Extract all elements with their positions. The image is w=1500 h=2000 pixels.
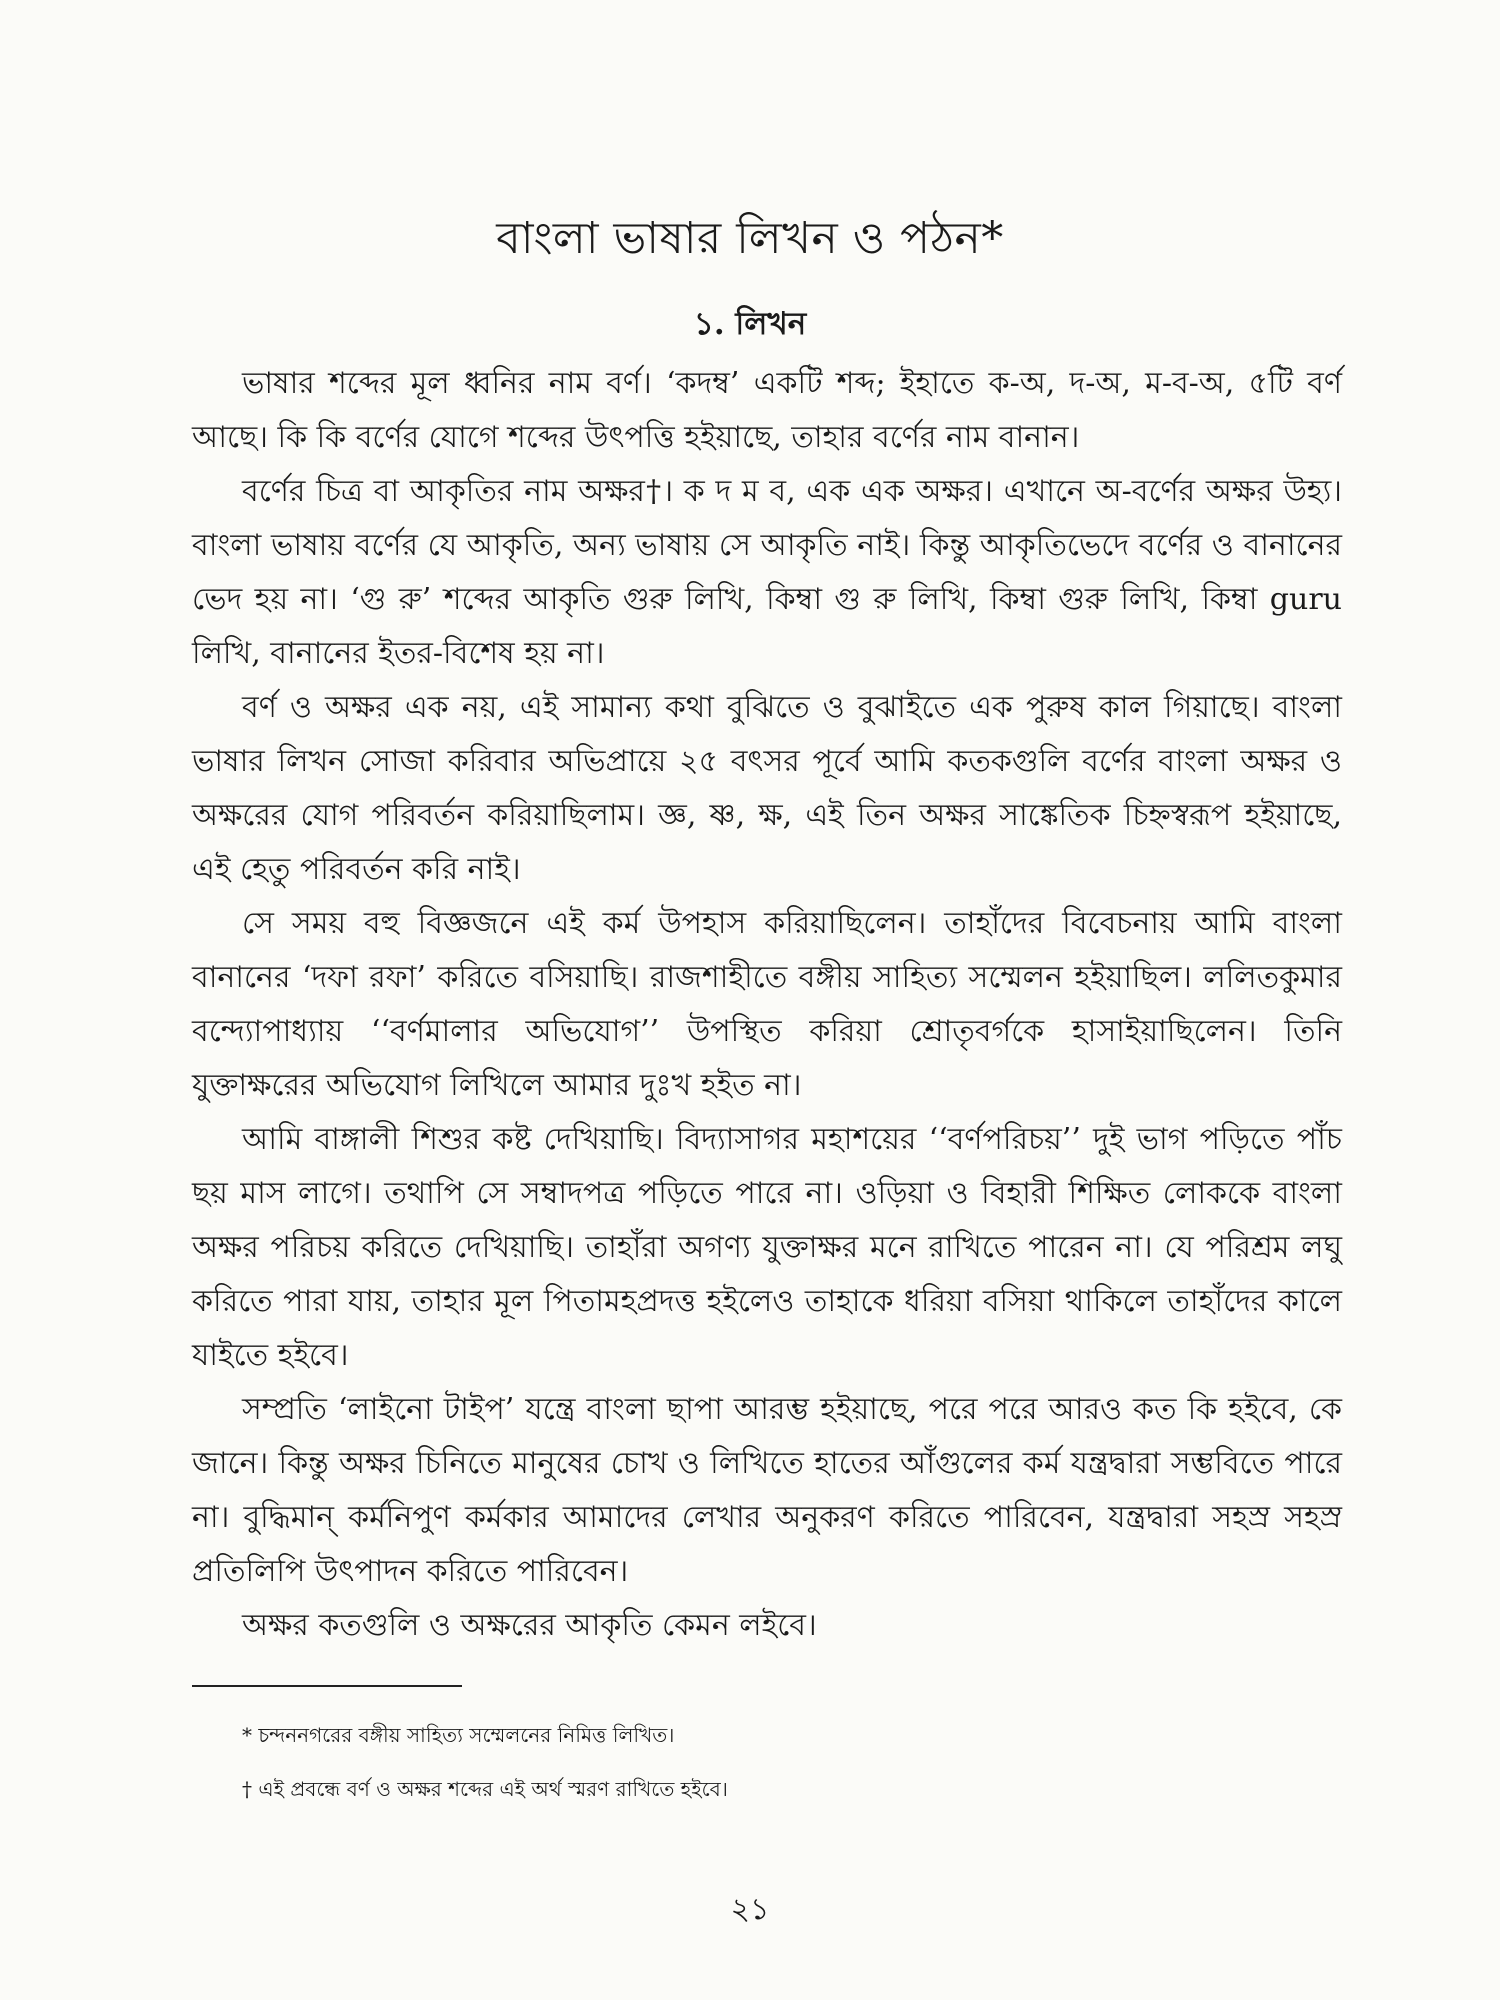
page-number: ২১ [730,1892,770,1927]
paragraph-5: আমি বাঙ্গালী শিশুর কষ্ট দেখিয়াছি। বিদ্যাসাগর মহাশয়ের ‘‘বর্ণপরিচয়’’ দুই ভাগ পড়িতে পাঁচ ছয় মাস লাগে। তথাপি সে সম্বাদপত্র পড়িতে পারে না। ওড়িয়া ও বিহারী শিক্ষিত লোককে বাংলা অক্ষর পরিচয় করিতে দেখিয়াছি। তাহাঁরা অগণ্য যুক্তাক্ষর মনে রাখিতে পারেন না। যে পরিশ্রম লঘু করিতে পারা যায়, তাহার মূল পিতামহপ্রদত্ত হইলেও তাহাকে ধরিয়া বসিয়া থাকিলে তাহাঁদের কালে যাইতে হইবে। [192,1122,1342,1373]
footnote-divider [192,1685,462,1687]
footnote-2: † এই প্রবন্ধে বর্ণ ও অক্ষর শব্দের এই অর্থ স্মরণ রাখিতে হইবে। [242,1777,728,1801]
section-heading: ১. লিখন [693,306,807,342]
paragraph-2: বর্ণের চিত্র বা আকৃতির নাম অক্ষর†। ক দ ম ব, এক এক অক্ষর। এখানে অ-বর্ণের অক্ষর উহ্য। বাংলা ভাষায় বর্ণের যে আকৃতি, অন্য ভাষায় সে আকৃতি নাই। কিন্তু আকৃতিভেদে বর্ণের ও বানানের ভেদ হয় না। ‘গু রু’ শব্দের আকৃতি গুরু লিখি, কিম্বা গু রু লিখি, কিম্বা গুরু লিখি, কিম্বা guru লিখি, বানানের ইতর-বিশেষ হয় না। [192,474,1342,671]
footnote-1: * চন্দননগরের বঙ্গীয় সাহিত্য সম্মেলনের নিমিত্ত লিখিত। [242,1723,675,1747]
paragraph-3: বর্ণ ও অক্ষর এক নয়, এই সামান্য কথা বুঝিতে ও বুঝাইতে এক পুরুষ কাল গিয়াছে। বাংলা ভাষার লিখন সোজা করিবার অভিপ্রায়ে ২৫ বৎসর পূর্বে আমি কতকগুলি বর্ণের বাংলা অক্ষর ও অক্ষরের যোগ পরিবর্তন করিয়াছিলাম। জ্ঞ, ষ্ণ, ক্ষ, এই তিন অক্ষর সাঙ্কেতিক চিহ্নস্বরূপ হইয়াছে, এই হেতু পরিবর্তন করি নাই। [192,690,1342,887]
paragraph-1: ভাষার শব্দের মূল ধ্বনির নাম বর্ণ। ‘কদম্ব’ একটি শব্দ; ইহাতে ক-অ, দ-অ, ম-ব-অ, ৫টি বর্ণ আছে। কি কি বর্ণের যোগে শব্দের উৎপত্তি হইয়াছে, তাহার বর্ণের নাম বানান। [192,366,1342,455]
paragraph-6: সম্প্রতি ‘লাইনো টাইপ’ যন্ত্রে বাংলা ছাপা আরম্ভ হইয়াছে, পরে পরে আরও কত কি হইবে, কে জানে। কিন্তু অক্ষর চিনিতে মানুষের চোখ ও লিখিতে হাতের আঁগুলের কর্ম যন্ত্রদ্বারা সম্ভবিতে পারে না। বুদ্ধিমান্ কর্মনিপুণ কর্মকার আমাদের লেখার অনুকরণ করিতে পারিবেন, যন্ত্রদ্বারা সহস্র সহস্র প্রতিলিপি উৎপাদন করিতে পারিবেন। [192,1392,1342,1589]
footnotes [242,1708,1242,1816]
body-text [192,357,1342,1653]
page-title: বাংলা ভাষার লিখন ও পঠন* [496,213,1004,264]
paragraph-4: সে সময় বহু বিজ্ঞজনে এই কর্ম উপহাস করিয়াছিলেন। তাহাঁদের বিবেচনায় আমি বাংলা বানানের ‘দফা রফা’ করিতে বসিয়াছি। রাজশাহীতে বঙ্গীয় সাহিত্য সম্মেলন হইয়াছিল। ললিতকুমার বন্দ্যোপাধ্যায় ‘‘বর্ণমালার অভিযোগ’’ উপস্থিত করিয়া শ্রোতৃবর্গকে হাসাইয়াছিলেন। তিনি যুক্তাক্ষরের অভিযোগ লিখিলে আমার দুঃখ হইত না। [192,906,1342,1103]
paragraph-7: অক্ষর কতগুলি ও অক্ষরের আকৃতি কেমন লইবে। [242,1608,817,1643]
